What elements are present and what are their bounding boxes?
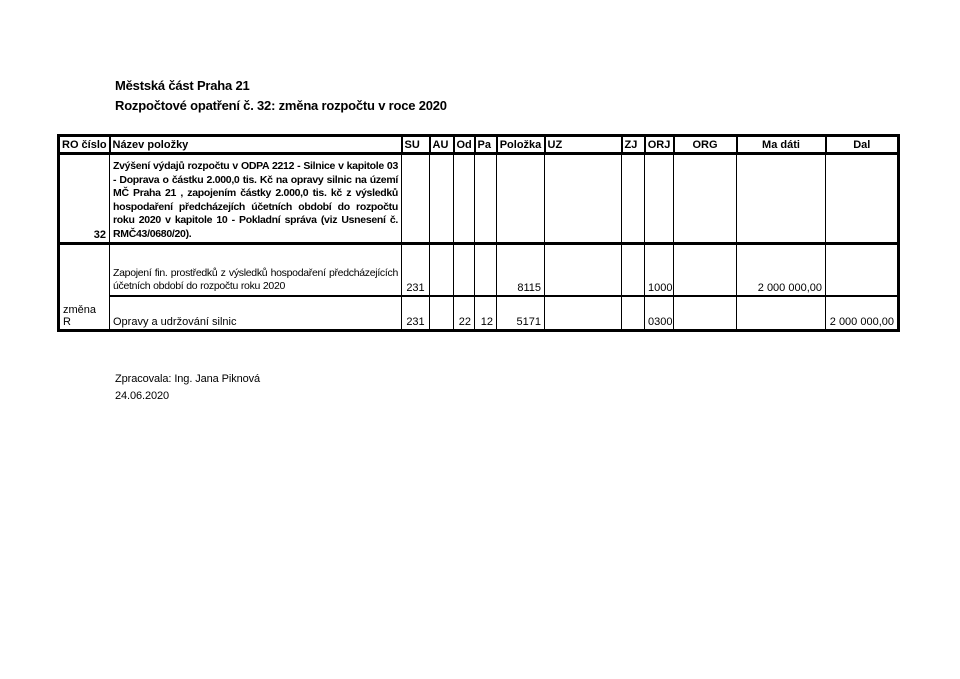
expense-zj-cell bbox=[622, 296, 645, 331]
header-zj: ZJ bbox=[622, 136, 645, 154]
income-su-cell: 231 bbox=[402, 244, 430, 296]
header-au: AU bbox=[430, 136, 454, 154]
empty-cell bbox=[674, 154, 737, 244]
change-row-income bbox=[59, 244, 899, 296]
ro-number-cell: 32 bbox=[59, 154, 110, 244]
header-ro-cislo: RO číslo bbox=[59, 136, 110, 154]
header-pa: Pa bbox=[475, 136, 497, 154]
expense-orj-cell: 0300 bbox=[645, 296, 674, 331]
empty-cell bbox=[430, 154, 454, 244]
income-org-cell bbox=[674, 244, 737, 296]
header-polozka: Položka bbox=[497, 136, 545, 154]
budget-table bbox=[57, 134, 900, 332]
empty-cell bbox=[454, 154, 475, 244]
prepared-by-text: Zpracovala: Ing. Jana Piknová bbox=[115, 373, 261, 385]
empty-cell bbox=[622, 154, 645, 244]
expense-polozka-cell: 5171 bbox=[497, 296, 545, 331]
income-description-cell bbox=[110, 244, 402, 296]
income-uz-cell bbox=[545, 244, 622, 296]
measure-description-text: Zvýšení výdajů rozpočtu v ODPA 2212 - Silnice v kapitole 03 - Doprava o částku 2.000,0 tis. Kč na opravy silnic na území MČ Praha 21 , zapojením částky 2.000,0 tis. kč z výsledků hospodaření předcházejích účetních období do rozpočtu roku 2020 v kapitole 10 - Pokladní správa (viz Usnesení č. RMČ43/0680/20). bbox=[113, 160, 398, 240]
expense-ma-dati-cell bbox=[737, 296, 826, 331]
empty-cell bbox=[826, 154, 899, 244]
income-zj-cell bbox=[622, 244, 645, 296]
empty-cell bbox=[475, 154, 497, 244]
expense-description-cell bbox=[110, 296, 402, 331]
change-row-expense bbox=[59, 296, 899, 331]
header-org: ORG bbox=[674, 136, 737, 154]
document-footer bbox=[115, 371, 260, 405]
header-row bbox=[59, 136, 899, 154]
empty-cell bbox=[545, 154, 622, 244]
income-dal-cell bbox=[826, 244, 899, 296]
expense-pa-cell: 12 bbox=[475, 296, 497, 331]
empty-cell bbox=[645, 154, 674, 244]
empty-cell bbox=[497, 154, 545, 244]
expense-dal-cell: 2 000 000,00 bbox=[826, 296, 899, 331]
org-title: Městská část Praha 21 bbox=[115, 78, 250, 93]
header-ma-dati: Ma dáti bbox=[737, 136, 826, 154]
income-pa-cell bbox=[475, 244, 497, 296]
income-polozka-cell: 8115 bbox=[497, 244, 545, 296]
expense-su-cell: 231 bbox=[402, 296, 430, 331]
document-header bbox=[115, 76, 447, 116]
header-su: SU bbox=[402, 136, 430, 154]
income-description-text: Zapojení fin. prostředků z výsledků hospodaření předcházejících účetních období do rozpočtu roku 2020 bbox=[113, 266, 398, 292]
empty-cell bbox=[402, 154, 430, 244]
header-dal: Dal bbox=[826, 136, 899, 154]
income-ma-dati-cell: 2 000 000,00 bbox=[737, 244, 826, 296]
income-od-cell bbox=[454, 244, 475, 296]
income-au-cell bbox=[430, 244, 454, 296]
expense-od-cell: 22 bbox=[454, 296, 475, 331]
expense-org-cell bbox=[674, 296, 737, 331]
change-label-cell: změna R bbox=[59, 244, 110, 331]
measure-row bbox=[59, 154, 899, 244]
expense-description-text: Opravy a udržování silnic bbox=[113, 316, 237, 328]
header-uz: UZ bbox=[545, 136, 622, 154]
document-title: Rozpočtové opatření č. 32: změna rozpočtu v roce 2020 bbox=[115, 98, 447, 113]
header-nazev-polozky: Název položky bbox=[110, 136, 402, 154]
header-od: Od bbox=[454, 136, 475, 154]
measure-description-cell bbox=[110, 154, 402, 244]
date-text: 24.06.2020 bbox=[115, 390, 170, 402]
income-orj-cell: 1000 bbox=[645, 244, 674, 296]
empty-cell bbox=[737, 154, 826, 244]
expense-au-cell bbox=[430, 296, 454, 331]
header-orj: ORJ bbox=[645, 136, 674, 154]
expense-uz-cell bbox=[545, 296, 622, 331]
